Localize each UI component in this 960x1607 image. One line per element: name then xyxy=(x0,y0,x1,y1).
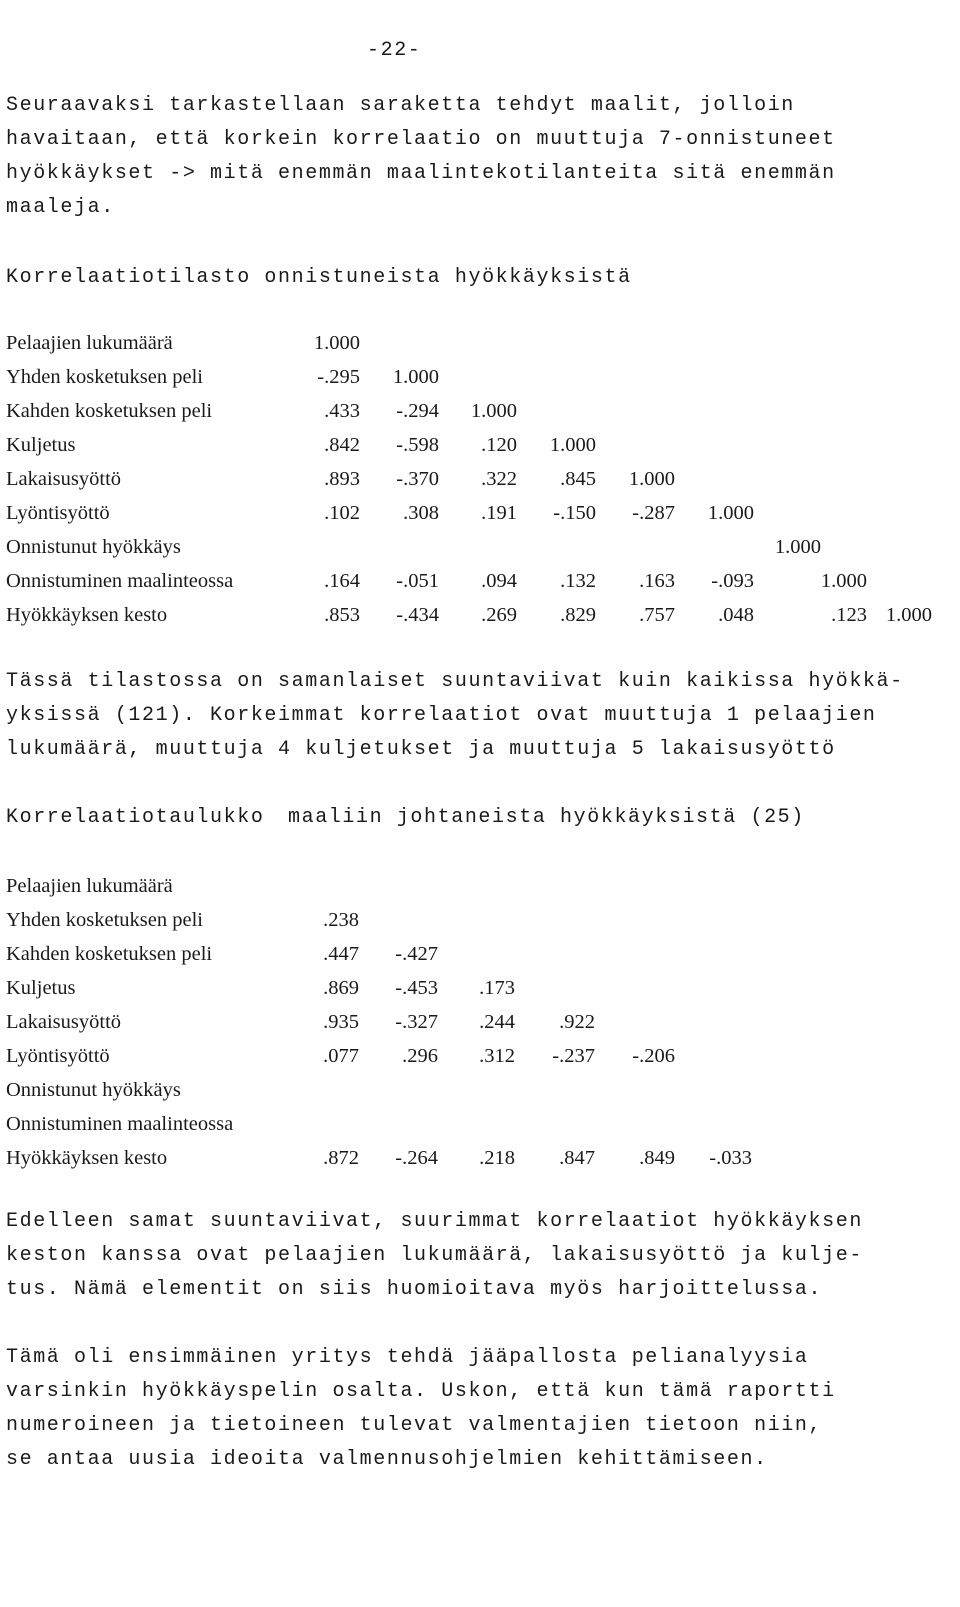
matrix-row xyxy=(0,496,960,530)
matrix-cell: .312 xyxy=(479,1045,515,1067)
matrix-row xyxy=(0,1005,960,1039)
matrix-cell: .123 xyxy=(831,604,867,626)
paragraph-line: Seuraavaksi tarkastellaan saraketta tehdyt maalit, jolloin xyxy=(6,94,795,117)
matrix-cell: -.206 xyxy=(632,1045,675,1067)
matrix-cell: -.294 xyxy=(396,400,439,422)
matrix-cell: -.093 xyxy=(711,570,754,592)
paragraph-line: Tässä tilastossa on samanlaiset suuntaviivat kuin kaikissa hyökkä- xyxy=(6,670,904,693)
paragraph-line: varsinkin hyökkäyspelin osalta. Uskon, että kun tämä raportti xyxy=(6,1380,836,1403)
matrix-cell: .847 xyxy=(559,1147,595,1169)
matrix-cell: .132 xyxy=(560,570,596,592)
paragraph-line: hyökkäykset -> mitä enemmän maalintekotilanteita sitä enemmän xyxy=(6,162,836,185)
paragraph-analysis-2 xyxy=(6,1205,863,1307)
matrix-cell: 1.000 xyxy=(470,400,517,422)
matrix-row xyxy=(0,937,960,971)
matrix-row-label: Lyöntisyöttö xyxy=(6,502,110,524)
matrix-row-label: Onnistunut hyökkäys xyxy=(6,536,181,558)
section-heading-goal-attacks xyxy=(6,801,805,835)
matrix-cell: .433 xyxy=(324,400,360,422)
matrix-cell: .120 xyxy=(481,434,517,456)
paragraph-line: havaitaan, että korkein korrelaatio on muuttuja 7-onnistuneet xyxy=(6,128,836,151)
paragraph-line: keston kanssa ovat pelaajien lukumäärä, lakaisusyöttö ja kulje- xyxy=(6,1244,863,1267)
correlation-matrix-goal-attacks xyxy=(0,869,960,1175)
matrix-cell: 1.000 xyxy=(549,434,596,456)
matrix-row xyxy=(0,1039,960,1073)
matrix-cell: -.598 xyxy=(396,434,439,456)
paragraph-line: Edelleen samat suuntaviivat, suurimmat korrelaatiot hyökkäyksen xyxy=(6,1210,863,1233)
matrix-row-label: Onnistuminen maalinteossa xyxy=(6,1113,234,1135)
paragraph-intro xyxy=(6,89,836,225)
matrix-cell: .077 xyxy=(323,1045,359,1067)
matrix-cell: 1.000 xyxy=(628,468,675,490)
matrix-cell: .935 xyxy=(323,1011,359,1033)
matrix-cell: 1.000 xyxy=(885,604,932,626)
matrix-cell: -.150 xyxy=(553,502,596,524)
paragraph-line: yksissä (121). Korkeimmat korrelaatiot ovat muuttuja 1 pelaajien xyxy=(6,704,877,727)
matrix-cell: .869 xyxy=(323,977,359,999)
matrix-cell: .269 xyxy=(481,604,517,626)
correlation-matrix-successful-attacks xyxy=(0,326,960,632)
matrix-cell: .842 xyxy=(324,434,360,456)
matrix-row-label: Yhden kosketuksen peli xyxy=(6,909,203,931)
matrix-row-label: Pelaajien lukumäärä xyxy=(6,332,173,354)
matrix-row xyxy=(0,360,960,394)
matrix-row-label: Yhden kosketuksen peli xyxy=(6,366,203,388)
matrix-row xyxy=(0,462,960,496)
paragraph-line: lukumäärä, muuttuja 4 kuljetukset ja muuttuja 5 lakaisusyöttö xyxy=(6,738,836,761)
matrix-cell: .102 xyxy=(324,502,360,524)
matrix-cell: .244 xyxy=(479,1011,515,1033)
matrix-row xyxy=(0,869,960,903)
matrix-row-label: Onnistunut hyökkäys xyxy=(6,1079,181,1101)
matrix-row-label: Pelaajien lukumäärä xyxy=(6,875,173,897)
matrix-row xyxy=(0,326,960,360)
matrix-cell: -.237 xyxy=(552,1045,595,1067)
heading-part: Korrelaatiotaulukko xyxy=(6,806,265,829)
matrix-cell: 1.000 xyxy=(820,570,867,592)
matrix-cell: .922 xyxy=(559,1011,595,1033)
matrix-cell: .173 xyxy=(479,977,515,999)
matrix-cell: -.327 xyxy=(395,1011,438,1033)
matrix-row-label: Lakaisusyöttö xyxy=(6,468,122,490)
matrix-row-label: Hyökkäyksen kesto xyxy=(6,604,168,626)
matrix-cell: -.453 xyxy=(395,977,438,999)
matrix-cell: 1.000 xyxy=(707,502,754,524)
matrix-row xyxy=(0,598,960,632)
matrix-cell: .164 xyxy=(324,570,360,592)
matrix-cell: -.051 xyxy=(396,570,439,592)
matrix-cell: .893 xyxy=(324,468,360,490)
matrix-cell: -.264 xyxy=(395,1147,438,1169)
matrix-row-label: Kuljetus xyxy=(6,977,76,999)
matrix-row xyxy=(0,1141,960,1175)
matrix-cell: 1.000 xyxy=(392,366,439,388)
matrix-cell: -.370 xyxy=(396,468,439,490)
matrix-row xyxy=(0,564,960,598)
matrix-cell: -.033 xyxy=(709,1147,752,1169)
paragraph-analysis-1 xyxy=(6,665,904,767)
matrix-cell: .238 xyxy=(323,909,359,931)
matrix-cell: .163 xyxy=(639,570,675,592)
paragraph-conclusion xyxy=(6,1341,836,1477)
matrix-row xyxy=(0,1073,960,1107)
heading-part: maaliin johtaneista hyökkäyksistä (25) xyxy=(288,806,805,829)
matrix-row-label: Lakaisusyöttö xyxy=(6,1011,122,1033)
matrix-cell: .845 xyxy=(560,468,596,490)
matrix-cell: .308 xyxy=(403,502,439,524)
section-heading-successful-attacks: Korrelaatiotilasto onnistuneista hyökkäyksistä xyxy=(6,266,632,289)
paragraph-line: Tämä oli ensimmäinen yritys tehdä jääpallosta pelianalyysia xyxy=(6,1346,809,1369)
matrix-row xyxy=(0,394,960,428)
matrix-cell: .094 xyxy=(481,570,517,592)
matrix-cell: -.434 xyxy=(396,604,439,626)
matrix-cell: .048 xyxy=(718,604,754,626)
paragraph-line: tus. Nämä elementit on siis huomioitava myös harjoittelussa. xyxy=(6,1278,823,1301)
matrix-cell: .757 xyxy=(639,604,675,626)
page-number: -22- xyxy=(367,39,422,62)
matrix-cell: .191 xyxy=(481,502,517,524)
matrix-row-label: Kuljetus xyxy=(6,434,76,456)
matrix-cell: .218 xyxy=(479,1147,515,1169)
matrix-row-label: Kahden kosketuksen peli xyxy=(6,400,213,422)
matrix-row xyxy=(0,971,960,1005)
matrix-row xyxy=(0,530,960,564)
matrix-row xyxy=(0,903,960,937)
matrix-cell: .296 xyxy=(402,1045,438,1067)
paragraph-line: maaleja. xyxy=(6,196,115,219)
matrix-row-label: Lyöntisyöttö xyxy=(6,1045,110,1067)
matrix-cell: .447 xyxy=(323,943,359,965)
matrix-row-label: Kahden kosketuksen peli xyxy=(6,943,213,965)
matrix-row-label: Onnistuminen maalinteossa xyxy=(6,570,234,592)
matrix-cell: -.427 xyxy=(395,943,438,965)
matrix-row xyxy=(0,428,960,462)
matrix-cell: 1.000 xyxy=(313,332,360,354)
matrix-cell: -.287 xyxy=(632,502,675,524)
matrix-cell: .849 xyxy=(639,1147,675,1169)
matrix-cell: .853 xyxy=(324,604,360,626)
paragraph-line: numeroineen ja tietoineen tulevat valmentajien tietoon niin, xyxy=(6,1414,823,1437)
matrix-cell: .829 xyxy=(560,604,596,626)
matrix-row xyxy=(0,1107,960,1141)
matrix-cell: -.295 xyxy=(317,366,360,388)
matrix-cell: .322 xyxy=(481,468,517,490)
matrix-cell: 1.000 xyxy=(774,536,821,558)
matrix-row-label: Hyökkäyksen kesto xyxy=(6,1147,168,1169)
paragraph-line: se antaa uusia ideoita valmennusohjelmien kehittämiseen. xyxy=(6,1448,768,1471)
matrix-cell: .872 xyxy=(323,1147,359,1169)
